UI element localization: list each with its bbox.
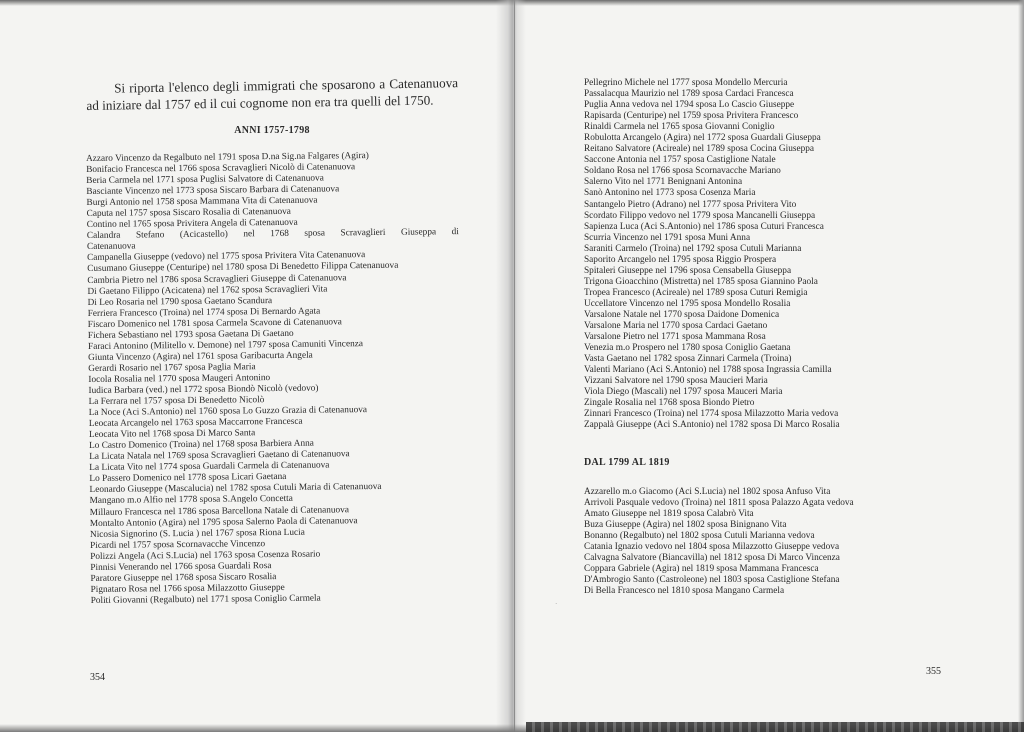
entry-line: Vasta Gaetano nel 1782 sposa Zinnari Carmela (Troina) [584, 354, 792, 365]
entry-line: Campanella Giuseppe (vedovo) nel 1775 sposa Privitera Vita Catenanuova [87, 250, 366, 264]
entry-line: Basciante Vincenzo nel 1773 sposa Siscaro Barbara di Catenanuova [86, 184, 340, 198]
entry-line: Lo Passero Domenico nel 1778 sposa Licari Gaetana [89, 472, 287, 485]
entry-line: Amato Giuseppe nel 1819 sposa Calabrò Vita [584, 508, 754, 519]
right-page [584, 78, 896, 597]
intro-paragraph: Si riporta l'elenco degli immigrati che sposarono a Catenanuova ad iniziare dal 1757 ed il cui cognome non era tra quelli del 1750. [86, 75, 459, 113]
entry-line: Di Leo Rosaria nel 1790 sposa Gaetano Scandura [87, 295, 273, 308]
margin-mark: · [555, 600, 558, 608]
entry-line: Azzarello m.o Giacomo (Aci S.Lucia) nel 1802 sposa Anfuso Vita [584, 486, 831, 497]
entry-line: Varsalone Natale nel 1770 sposa Daidone Domenica [584, 309, 780, 320]
entry-line: Arrivoli Pasquale vedovo (Troina) nel 1811 sposa Palazzo Agata vedova [584, 497, 854, 508]
entry-line: Salerno Vito nel 1771 Benignani Antonina [584, 177, 743, 188]
entry-line: Cambria Pietro nel 1786 sposa Scravaglieri Giuseppe di Catenanuova [87, 272, 347, 286]
left-page [86, 75, 459, 607]
entry-line: Azzaro Vincenzo da Regalbuto nel 1791 sposa D.na Sig.na Falgares (Agira) [86, 151, 369, 164]
entry-line: Catenanuova [86, 241, 136, 253]
entry-line: Leocata Arcangelo nel 1763 sposa Maccarrone Francesca [88, 416, 303, 430]
entry-line: Beria Carmela nel 1771 sposa Puglisi Salvatore di Catenanuova [86, 173, 324, 187]
entry-line: Passalacqua Maurizio nel 1789 sposa Cardaci Francesca [584, 89, 794, 100]
page-number-left: 354 [90, 672, 105, 683]
entry-line: Zappalà Giuseppe (Aci S.Antonio) nel 1782 sposa Di Marco Rosalia [584, 420, 840, 431]
entry-line: Bonifacio Francesca nel 1766 sposa Scravaglieri Nicolò di Catenanuova [86, 162, 356, 176]
entry-line: Di Gaetano Filippo (Acicatena) nel 1762 sposa Scravaglieri Vita [87, 284, 328, 297]
entry-line: Spitaleri Giuseppe nel 1796 sposa Censabella Giuseppa [584, 265, 792, 276]
entry-line: La Noce (Aci S.Antonio) nel 1760 sposa Lo Guzzo Grazia di Catenanuova [88, 405, 368, 419]
entry-line: Uccellatore Vincenzo nel 1795 sposa Mondello Rosalia [584, 298, 791, 309]
entry-line: Calvagna Salvatore (Biancavilla) nel 1812 sposa Di Marco Vincenza [584, 552, 840, 563]
entry-line: Sapienza Luca (Aci S.Antonio) nel 1786 sposa Cuturi Francesca [584, 221, 824, 232]
entry-line: Gerardi Rosario nel 1767 sposa Paglia Maria [88, 362, 256, 374]
entry-line: Giunta Vincenzo (Agira) nel 1761 sposa Garibacurta Angela [88, 350, 313, 363]
entry-line: Pellegrino Michele nel 1777 sposa Mondello Mercuria [584, 78, 788, 88]
entry-line: Varsalone Pietro nel 1771 sposa Mammana Rosa [584, 332, 766, 343]
entry-line: La Licata Natala nel 1769 sposa Scravaglieri Gaetano di Catenanuova [89, 449, 350, 463]
entry-line: Pignataro Rosa nel 1766 sposa Milazzotto Giuseppe [90, 582, 285, 595]
entry-line: Lo Castro Domenico (Troina) nel 1768 sposa Barbiera Anna [89, 438, 314, 452]
gutter-fold [514, 0, 515, 732]
entry-line: La Licata Vito nel 1774 sposa Guardali Carmela di Catenanuova [89, 460, 330, 474]
entry-line: Paratore Giuseppe nel 1768 sposa Siscaro Rosalia [90, 571, 277, 584]
section-title-1799-1819: DAL 1799 AL 1819 [584, 456, 670, 468]
entry-line: D'Ambrogio Santo (Castroleone) nel 1803 sposa Castiglione Stefana [584, 574, 840, 585]
entry-line: Santangelo Pietro (Adrano) nel 1777 sposa Privitera Vito [584, 199, 797, 210]
entry-line: Ferriera Francesco (Troina) nel 1774 sposa Di Bernardo Agata [87, 306, 321, 319]
entry-line: Saraniti Carmelo (Troina) nel 1792 sposa Cutuli Marianna [584, 243, 802, 254]
entry-line: Cusumano Giuseppe (Centuripe) nel 1780 sposa Di Benedetto Filippa Catenanuova [87, 261, 399, 275]
entry-line: Rapisarda (Centuripe) nel 1759 sposa Privitera Francesco [584, 111, 799, 122]
entry-line: Leocata Vito nel 1768 sposa Di Marco Santa [88, 428, 256, 441]
entry-line: Saporito Arcangelo nel 1795 sposa Riggio Prospera [584, 254, 777, 265]
entry-line: Reitano Salvatore (Acireale) nel 1789 sposa Cocina Giuseppa [584, 144, 815, 155]
page-number-right: 355 [926, 666, 941, 677]
entry-line: Pinnisi Venerando nel 1766 sposa Guardali Rosa [90, 560, 272, 573]
right-entry-list [584, 78, 896, 432]
entry-line: Di Bella Francesco nel 1810 sposa Mangano Carmela [584, 585, 785, 596]
left-entry-list [86, 150, 463, 607]
entry-line: Bonanno (Regalbuto) nel 1802 sposa Cutuli Marianna vedova [584, 530, 815, 541]
entry-line: Venezia m.o Prospero nel 1780 sposa Coniglio Gaetana [584, 343, 791, 354]
entry-line: Puglia Anna vedova nel 1794 sposa Lo Cascio Giuseppe [584, 100, 795, 111]
entry-line: Valenti Mariano (Aci S.Antonio) nel 1788 sposa Ingrassia Camilla [584, 365, 832, 376]
entry-line: Buza Giuseppe (Agira) nel 1802 sposa Binignano Vita [584, 519, 787, 530]
entry-line: Fiscaro Domenico nel 1781 sposa Carmela Scavone di Catenanuova [87, 317, 342, 330]
right-entry-list-2 [584, 487, 896, 597]
entry-line: Faraci Antonino (Militello v. Demone) nel 1797 sposa Camuniti Vincenza [87, 338, 364, 352]
entry-line: Nicosia Signorino (S. Lucia ) nel 1767 sposa Riona Lucia [89, 527, 305, 540]
entry-line: Burgi Antonio nel 1758 sposa Mammana Vita di Catenanuova [86, 195, 318, 209]
page-edge-shadow [1018, 0, 1024, 732]
section-title-1757-1798: ANNI 1757-1798 [234, 125, 310, 136]
entry-line: Scordato Filippo vedovo nel 1779 sposa Mancanelli Giuseppa [584, 210, 816, 221]
entry-line: Mangano m.o Alfio nel 1778 sposa S.Angelo Concetta [89, 494, 293, 507]
entry-line: Picardi nel 1757 sposa Scornavacche Vincenzo [90, 538, 266, 551]
entry-line: Coppara Gabriele (Agira) nel 1819 sposa Mammana Francesca [584, 563, 819, 574]
entry-line: Catania Ignazio vedovo nel 1804 sposa Milazzotto Giuseppe vedova [584, 541, 840, 552]
entry-line: Robulotta Arcangelo (Agira) nel 1772 sposa Guardali Giuseppa [584, 133, 821, 144]
entry-line: Rinaldi Carmela nel 1765 sposa Giovanni Coniglio [584, 122, 775, 133]
entry-line: Politi Giovanni (Regalbuto) nel 1771 sposa Coniglio Carmela [90, 593, 321, 606]
entry-line: Varsalone Maria nel 1770 sposa Cardaci Gaetano [584, 321, 768, 332]
entry-line: Tropea Francesco (Acireale) nel 1789 sposa Cuturi Remigia [584, 287, 808, 298]
entry-line: Calandra Stefano (Acicastello) nel 1768 sposa Scravaglieri Giuseppa di [86, 227, 459, 242]
entry-line: Caputa nel 1757 sposa Siscaro Rosalia di Catenanuova [86, 207, 291, 220]
entry-line: Soldano Rosa nel 1766 sposa Scornavacche Mariano [584, 166, 781, 177]
entry-line: Vizzani Salvatore nel 1790 sposa Maucieri Maria [584, 376, 768, 387]
entry-line: Millauro Francesca nel 1786 sposa Barcellona Natale di Catenanuova [89, 504, 349, 518]
entry-line: Saccone Antonia nel 1757 sposa Castiglione Natale [584, 155, 776, 166]
entry-line: Iocola Rosalia nel 1770 sposa Maugeri Antonino [88, 373, 271, 385]
entry-line: Zinnari Francesco (Troina) nel 1774 sposa Milazzotto Maria vedova [584, 409, 839, 420]
entry-line: Viola Diego (Mascali) nel 1797 sposa Mauceri Maria [584, 387, 783, 398]
entry-line: La Ferrara nel 1757 sposa Di Benedetto Nicolò [88, 395, 265, 408]
entry-line: Leonardo Giuseppe (Mascalucia) nel 1782 sposa Cutuli Maria di Catenanuova [89, 482, 382, 496]
entry-line: Contino nel 1765 sposa Privitera Angela di Catenanuova [86, 218, 298, 231]
entry-line: Scurria Vincenzo nel 1791 sposa Muni Anna [584, 232, 751, 243]
book-gutter [496, 0, 526, 732]
entry-line: Zingale Rosalia nel 1768 sposa Biondo Pietro [584, 398, 755, 409]
entry-line: Fichera Sebastiano nel 1793 sposa Gaetana Di Gaetano [87, 328, 294, 341]
entry-line: Sanò Antonino nel 1773 sposa Cosenza Maria [584, 188, 756, 199]
page-stack-edge [526, 722, 1024, 732]
entry-line: Polizzi Angela (Aci S.Lucia) nel 1763 sposa Cosenza Rosario [90, 549, 321, 562]
entry-line: Trigona Gioacchino (Mistretta) nel 1785 sposa Giannino Paola [584, 276, 818, 287]
entry-line: Iudica Barbara (ved.) nel 1772 sposa Biondò Nicolò (vedovo) [88, 383, 319, 396]
entry-line: Montalto Antonio (Agira) nel 1795 sposa Salerno Paola di Catenanuova [89, 515, 358, 529]
